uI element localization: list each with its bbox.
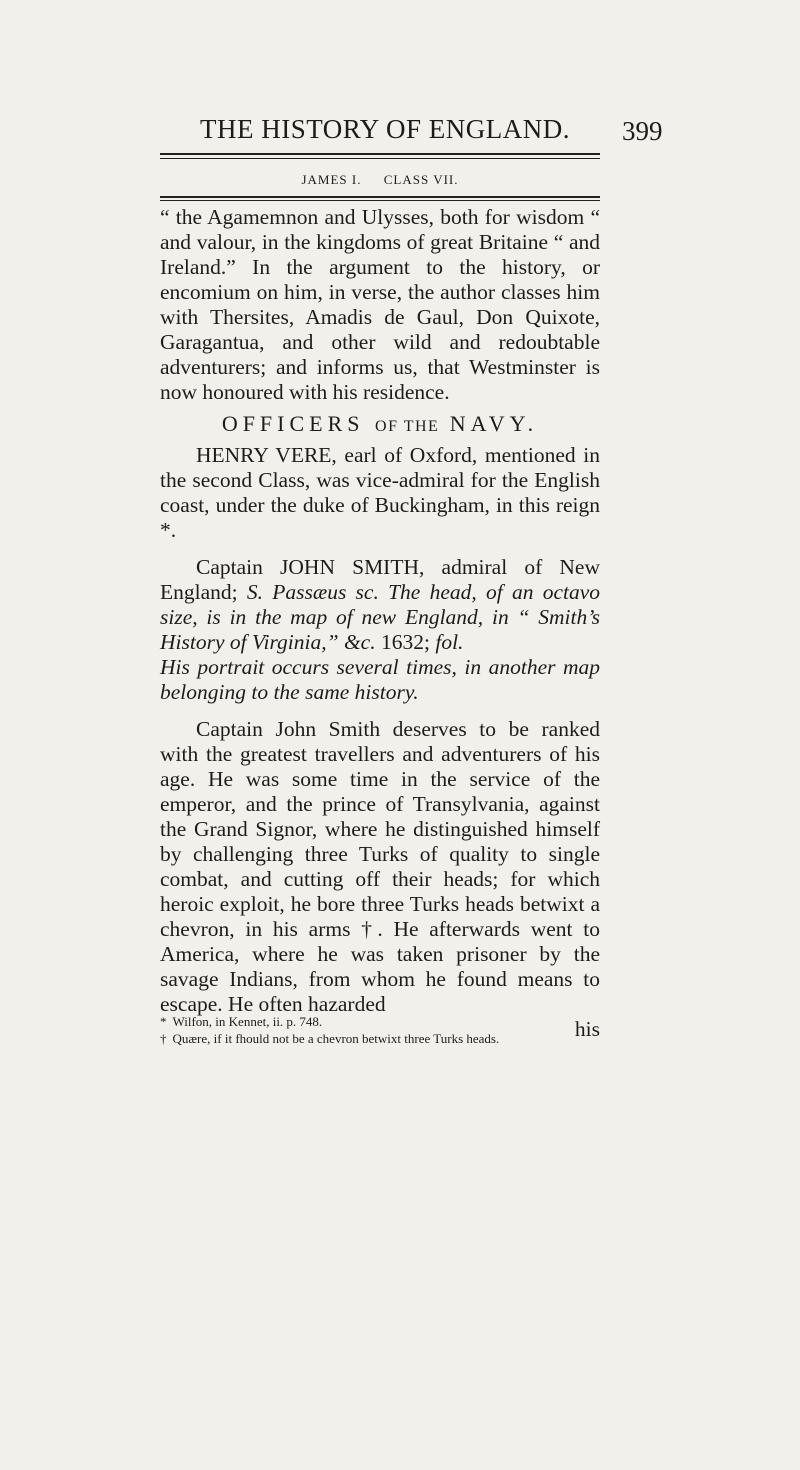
section-heading-of-the: OF THE xyxy=(375,418,440,435)
entry-format: fol. xyxy=(435,630,464,654)
footnote-mark: * xyxy=(160,1014,167,1029)
paragraph-gap xyxy=(160,543,600,555)
running-head-title: THE HISTORY OF ENGLAND. xyxy=(199,114,570,144)
footnote-mark: † xyxy=(160,1031,167,1046)
footnote-text: Quære, if it fhould not be a chevron betwixt three Turks heads. xyxy=(172,1031,500,1046)
subheading xyxy=(160,172,600,188)
section-heading xyxy=(160,411,600,439)
footnote xyxy=(160,1030,620,1047)
paragraph-henry-vere: HENRY VERE, earl of Oxford, mentioned in the second Class, was vice-admiral for the English coast, under the duke of Buckingham, in this reign *. xyxy=(160,443,600,542)
catchword: his xyxy=(574,1017,600,1041)
header-rule-bottom xyxy=(160,196,600,198)
class-label: CLASS VII. xyxy=(383,172,459,187)
footnote xyxy=(160,1013,620,1030)
entry-date: 1632; xyxy=(380,630,430,654)
header-rule-bottom-thin xyxy=(160,200,600,201)
paragraph-quotation: “ the Agamemnon and Ulysses, both for wisdom “ and valour, in the kingdoms of great Britaine “ and Ireland.” In the argument to the history, or encomium on him, in verse, the author classes him with Thersites, Amadis de Gaul, Don Quixote, Garagantua, and other wild and redoubtable adventurers; and informs us, that Westminster is now honoured with his residence. xyxy=(160,205,600,404)
header-rule-top xyxy=(160,153,600,155)
body-text xyxy=(160,205,600,1042)
footnotes xyxy=(160,1013,620,1047)
header-rule-top-thin xyxy=(160,158,600,159)
footnote-text: Wilfon, in Kennet, ii. p. 748. xyxy=(172,1014,323,1029)
section-heading-officers: OFFICERS xyxy=(221,411,365,436)
entry-description: S. Passæus sc. The head, of an octavo size, is in the map of new England, in “ Smith’s History of Virginia,” &c. xyxy=(160,580,601,654)
page-number: 399 xyxy=(622,116,663,146)
paragraph-portrait-note: His portrait occurs several times, in another map belonging to the same history. xyxy=(160,655,600,704)
paragraph-john-smith-biography: Captain John Smith deserves to be ranked with the greatest travellers and adventurers of his age. He was some time in the service of the emperor, and the prince of Transylvania, against the Grand Signor, where he distinguished himself by challenging three Turks of quality to single combat, and cutting off their heads; for which heroic exploit, he bore three Turks heads betwixt a chevron, in his arms †. He afterwards went to America, where he was taken prisoner by the savage Indians, from whom he found means to escape. He often hazarded xyxy=(160,717,600,1016)
paragraph-john-smith-entry xyxy=(160,555,600,655)
reign-label: JAMES I. xyxy=(301,172,362,187)
entry-name: Captain JOHN SMITH, admiral of New England; xyxy=(160,555,600,604)
paragraph-gap xyxy=(160,705,600,717)
section-heading-navy: NAVY. xyxy=(449,411,539,436)
